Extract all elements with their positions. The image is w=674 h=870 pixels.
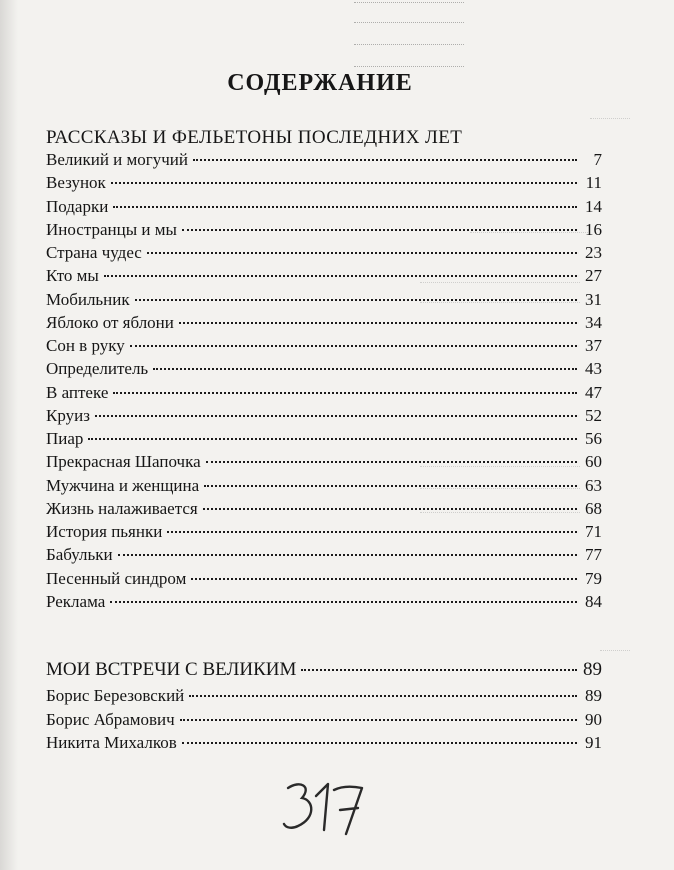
toc-entry — [46, 569, 602, 592]
toc-entry — [46, 545, 602, 568]
dot-leader — [113, 392, 577, 394]
dot-leader — [104, 275, 577, 277]
toc-entry — [46, 733, 602, 756]
dot-leader — [193, 159, 577, 161]
toc-entry-title: Сон в руку — [46, 336, 125, 355]
page-title: СОДЕРЖАНИЕ — [227, 70, 413, 96]
toc-entry — [46, 290, 602, 313]
toc-entry — [46, 592, 602, 615]
toc-entry-page: 63 — [585, 475, 602, 495]
dot-leader — [203, 508, 577, 510]
toc-entry-title: Великий и могучий — [46, 150, 188, 169]
toc-entry-page: 37 — [585, 336, 602, 355]
section-heading-stories: РАССКАЗЫ И ФЕЛЬЕТОНЫ ПОСЛЕДНИХ ЛЕТ — [46, 127, 463, 148]
dot-leader — [204, 485, 577, 487]
dot-leader — [113, 206, 577, 208]
dot-leader — [153, 368, 577, 370]
toc-entry — [46, 383, 602, 406]
dot-leader — [147, 252, 577, 254]
toc-entry-page: 31 — [585, 289, 602, 309]
dot-leader — [189, 695, 577, 697]
toc-entry-page: 27 — [585, 266, 602, 286]
dot-leader — [182, 742, 577, 744]
bleed-through-header — [350, 0, 600, 80]
toc-entry-title: Борис Березовский — [46, 686, 185, 705]
toc-entry — [46, 429, 602, 452]
dot-leader — [179, 322, 577, 324]
toc-entry-title: Подарки — [46, 196, 109, 216]
toc-entry — [46, 499, 602, 522]
dot-leader — [130, 345, 577, 347]
toc-entry-title: Везунок — [46, 173, 106, 193]
toc-entry-title: Определитель — [46, 359, 149, 379]
handwritten-page-number — [278, 778, 368, 840]
toc-entry-title: Круиз — [46, 405, 90, 425]
toc-entry-page: 77 — [585, 545, 602, 565]
toc-entry-page: 34 — [585, 312, 602, 332]
toc-entry-page: 16 — [585, 219, 602, 239]
dot-leader — [135, 299, 577, 301]
dot-leader — [95, 415, 577, 417]
toc-entry-title: Песенный синдром — [46, 568, 187, 588]
toc-entry-page: 23 — [585, 243, 602, 262]
toc-entry-title: В аптеке — [46, 382, 109, 402]
toc-entry-page: 90 — [585, 709, 602, 729]
toc-entry — [46, 710, 602, 733]
toc-entry-title: Борис Абрамович — [46, 709, 175, 729]
toc-entry-page: 47 — [585, 382, 602, 402]
toc-entry-title: Реклама — [46, 591, 106, 611]
toc-entry — [46, 686, 602, 709]
dot-leader — [111, 182, 577, 184]
toc-entry-page: 7 — [593, 150, 602, 169]
toc-entry-page: 71 — [585, 522, 602, 541]
toc-entry-title: Яблоко от яблони — [46, 312, 174, 332]
toc-entry-title: Иностранцы и мы — [46, 219, 177, 239]
toc-entry — [46, 452, 602, 475]
toc-entry-page: 43 — [585, 359, 602, 379]
dot-leader — [301, 669, 577, 671]
toc-entry — [46, 220, 602, 243]
toc-entry — [46, 406, 602, 429]
dot-leader — [167, 531, 577, 533]
toc-entry-page: 89 — [585, 686, 602, 705]
toc-entry — [46, 150, 602, 173]
dot-leader — [180, 719, 577, 721]
page-gutter-shadow — [0, 0, 18, 870]
toc-entry-title: Никита Михалков — [46, 733, 177, 752]
toc-entry-page: 56 — [585, 429, 602, 448]
dot-leader — [206, 461, 577, 463]
toc-entry — [46, 313, 602, 336]
toc-entry — [46, 336, 602, 359]
toc-entry-page: 84 — [585, 591, 602, 611]
toc-entry — [46, 243, 602, 266]
toc-entry-title: Жизнь налаживается — [46, 498, 198, 518]
toc-entry-title: Мобильник — [46, 289, 130, 309]
dot-leader — [191, 578, 577, 580]
section-heading-label: МОИ ВСТРЕЧИ С ВЕЛИКИМ — [46, 659, 297, 680]
dot-leader — [118, 554, 577, 556]
toc-entry-page: 14 — [585, 196, 602, 216]
toc-entry-page: 91 — [585, 733, 602, 752]
toc-entry-title: Бабульки — [46, 545, 113, 565]
toc-entry-title: История пьянки — [46, 522, 163, 541]
toc-entry-page: 60 — [585, 452, 602, 472]
dot-leader — [182, 229, 577, 231]
section-heading-page: 89 — [583, 659, 602, 680]
toc-entry-title: Страна чудес — [46, 243, 142, 262]
dot-leader — [88, 438, 577, 440]
toc-entry — [46, 266, 602, 289]
toc-entry-page: 68 — [585, 498, 602, 518]
toc-entry — [46, 359, 602, 382]
toc-entry-page: 79 — [585, 568, 602, 588]
toc-entry-title: Пиар — [46, 429, 84, 448]
toc-entry — [46, 522, 602, 545]
toc-entry-title: Мужчина и женщина — [46, 475, 200, 495]
toc-entry — [46, 173, 602, 196]
toc-entry — [46, 476, 602, 499]
dot-leader — [110, 601, 577, 603]
toc-entry-page: 11 — [585, 173, 602, 193]
toc-entry — [46, 197, 602, 220]
section-heading-meetings — [46, 659, 602, 682]
toc-entry-title: Прекрасная Шапочка — [46, 452, 201, 472]
toc-entry-page: 52 — [585, 405, 602, 425]
toc-entry-title: Кто мы — [46, 266, 99, 286]
